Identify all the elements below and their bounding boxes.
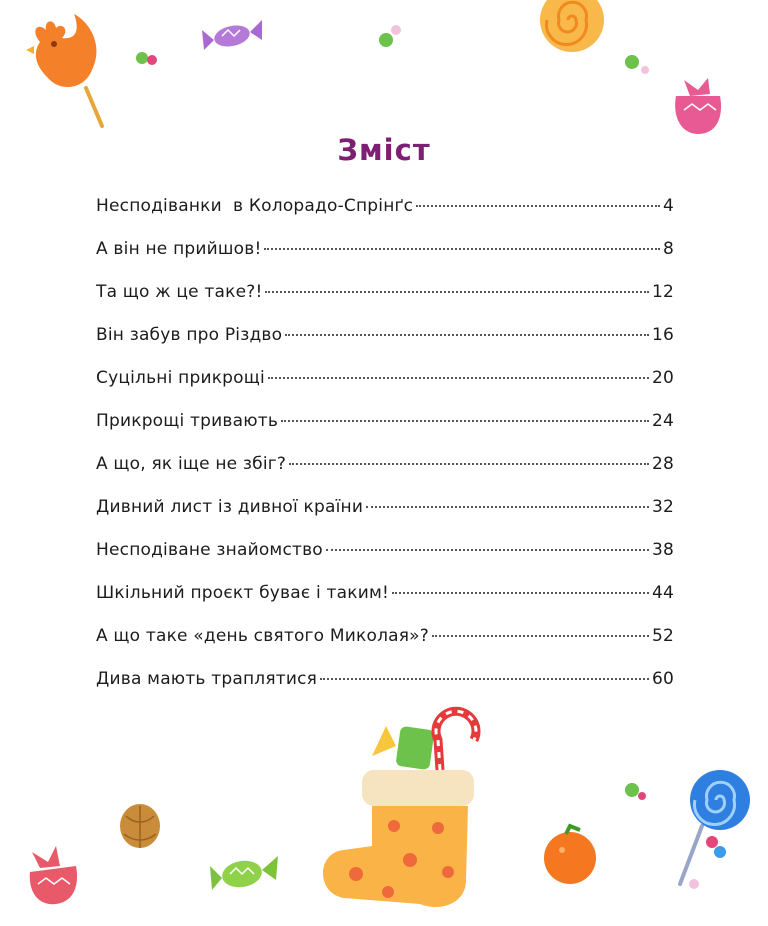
- toc-entry-title: Суцільні прикрощі: [96, 368, 265, 388]
- dot-leader: [416, 205, 660, 207]
- dot-leader: [432, 635, 649, 637]
- toc-entry[interactable]: [96, 540, 674, 583]
- rooster-lollipop-icon: [26, 14, 102, 126]
- toc-entry-page: 52: [651, 626, 674, 646]
- toc-entry-title: Прикрощі тривають: [96, 411, 279, 431]
- dot-leader: [265, 291, 648, 293]
- toc-entry[interactable]: [96, 454, 674, 497]
- toc-entry-title: Несподіване знайомство: [96, 540, 323, 560]
- toc-entry[interactable]: [96, 583, 674, 626]
- toc-entry-title: Шкільний проєкт буває і таким!: [96, 583, 389, 603]
- swirl-candy-icon: [540, 0, 604, 52]
- toc-entry[interactable]: [96, 626, 674, 669]
- walnut-icon: [120, 804, 160, 848]
- toc-entry-page: 20: [651, 368, 674, 388]
- toc-entry[interactable]: [96, 411, 674, 454]
- toc-entry-page: 4: [662, 196, 674, 216]
- toc-entry[interactable]: [96, 368, 674, 411]
- dot-leader: [326, 549, 649, 551]
- toc-entry[interactable]: [96, 282, 674, 325]
- purple-candy-icon: [202, 20, 262, 50]
- pink-gift-bag-icon: [675, 78, 721, 134]
- toc-entry-title: Та що ж це таке?!: [96, 282, 263, 302]
- toc-entry-page: 28: [651, 454, 674, 474]
- toc-entry-page: 12: [651, 282, 674, 302]
- toc-entry-page: 38: [651, 540, 674, 560]
- toc-entry-page: 32: [651, 497, 674, 517]
- toc-entry-page: 44: [651, 583, 674, 603]
- toc-entry-title: Дива мають траплятися: [96, 669, 318, 689]
- table-of-contents: [96, 196, 674, 712]
- toc-entry-title: Несподіванки в Колорадо-Спрінґс: [96, 196, 414, 216]
- toc-entry-page: 8: [662, 239, 674, 259]
- toc-entry-page: 24: [651, 411, 674, 431]
- toc-entry-page: 16: [651, 325, 674, 345]
- toc-entry-title: Дивний лист із дивної країни: [96, 497, 364, 517]
- green-candy-icon: [210, 856, 278, 890]
- dot-leader: [289, 463, 649, 465]
- toc-entry[interactable]: [96, 669, 674, 712]
- christmas-stocking-icon: [323, 711, 476, 907]
- dot-leader: [281, 420, 649, 422]
- dot-leader: [268, 377, 649, 379]
- dot-leader: [285, 334, 649, 336]
- dot-leader: [392, 592, 649, 594]
- toc-entry-page: 60: [651, 669, 674, 689]
- toc-entry[interactable]: [96, 325, 674, 368]
- toc-entry[interactable]: [96, 239, 674, 282]
- toc-entry-title: А він не прийшов!: [96, 239, 262, 259]
- dot-leader: [320, 678, 649, 680]
- toc-entry[interactable]: [96, 497, 674, 540]
- toc-entry-title: Він забув про Різдво: [96, 325, 283, 345]
- toc-entry-title: А що, як іще не збіг?: [96, 454, 287, 474]
- toc-entry[interactable]: [96, 196, 674, 239]
- page-title: Зміст: [337, 133, 431, 168]
- blue-lollipop-icon: [680, 770, 750, 884]
- orange-fruit-icon: [544, 826, 596, 884]
- dot-leader: [264, 248, 660, 250]
- dot-leader: [366, 506, 649, 508]
- toc-entry-title: А що таке «день святого Миколая»?: [96, 626, 430, 646]
- pink-gift-bag-icon-2: [30, 846, 77, 904]
